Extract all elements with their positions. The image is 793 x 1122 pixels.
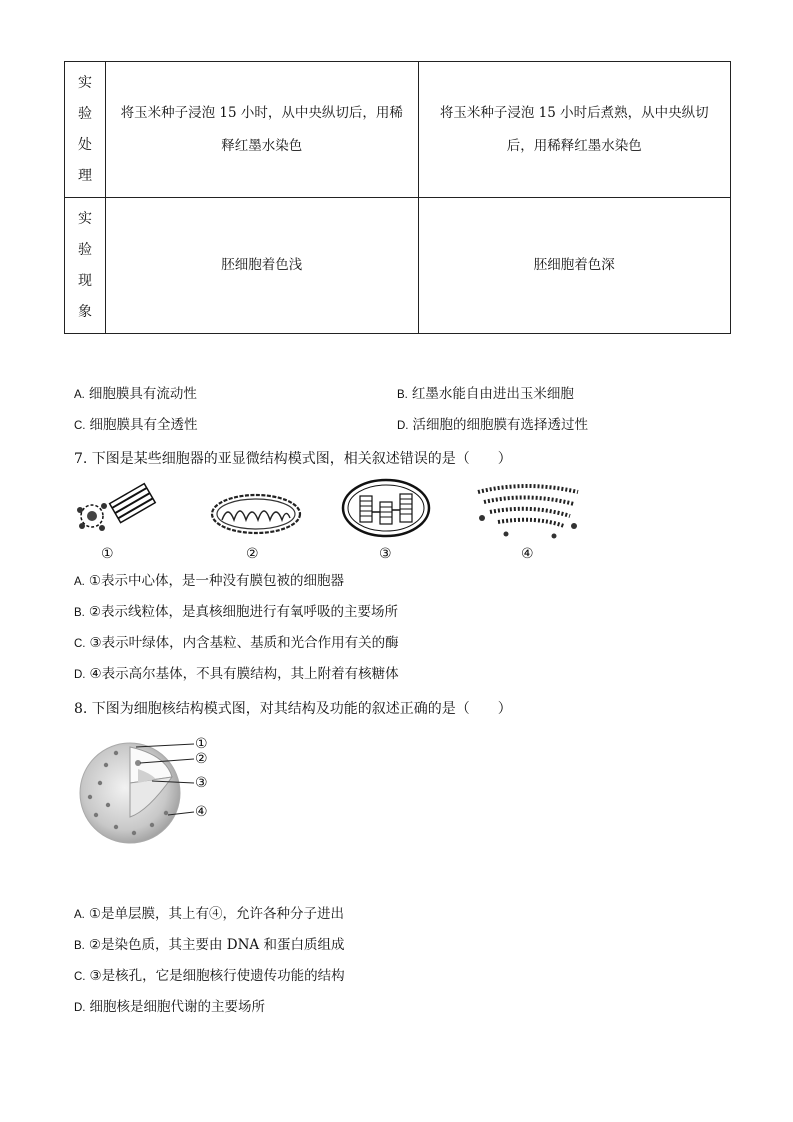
option-label: A. (74, 909, 85, 921)
option-text: ③表示叶绿体，内含基粒、基质和光合作用有关的酶 (89, 635, 399, 651)
q6-option-c[interactable] (74, 413, 198, 433)
q7-stem: 7. 下图是某些细胞器的亚显微结构模式图，相关叙述错误的是（ ） (74, 451, 512, 467)
nucleus-icon (80, 743, 180, 843)
option-text: ①是单层膜，其上有④，允许各种分子进出 (88, 906, 344, 922)
q6-option-a[interactable] (74, 382, 197, 402)
header-char: 实 (78, 74, 92, 91)
header-char: 验 (78, 241, 92, 258)
observation-cell-fresh: 胚细胞着色浅 (106, 198, 419, 334)
q8-option-a[interactable] (74, 902, 344, 922)
option-text: ④表示高尔基体，不具有膜结构，其上附着有核糖体 (89, 666, 399, 682)
q6-option-d[interactable] (397, 413, 588, 433)
figure-label: ③ (379, 546, 392, 562)
figure-label: ④ (195, 804, 208, 820)
q7-option-c[interactable] (74, 631, 399, 651)
figure-label: ④ (521, 546, 534, 562)
option-label: A. (74, 389, 85, 401)
option-text: ③是核孔，它是细胞核行使遗传功能的结构 (89, 968, 345, 984)
header-char: 实 (78, 210, 92, 227)
row-header-observation (65, 198, 106, 334)
figure-label: ① (195, 736, 208, 752)
experiment-table (64, 61, 731, 334)
option-text: 红墨水能自由进出玉米细胞 (411, 386, 574, 402)
option-text: 活细胞的细胞膜有选择透过性 (412, 417, 588, 433)
figure-label: ① (101, 546, 114, 562)
q8-stem: 8. 下图为细胞核结构模式图，对其结构及功能的叙述正确的是（ ） (74, 701, 512, 717)
option-text: ②表示线粒体，是真核细胞进行有氧呼吸的主要场所 (88, 604, 398, 620)
option-label: D. (74, 1002, 86, 1014)
row-header-treatment (65, 62, 106, 198)
option-text: ①表示中心体，是一种没有膜包被的细胞器 (88, 573, 344, 589)
centriole-icon (77, 484, 155, 531)
option-label: D. (397, 420, 409, 432)
header-char: 理 (78, 167, 92, 184)
option-label: C. (74, 638, 86, 650)
figure-label: ③ (195, 775, 208, 791)
option-label: B. (397, 389, 408, 401)
q8-option-b[interactable] (74, 933, 344, 953)
endoplasmic-reticulum-icon (478, 486, 578, 539)
option-text: ②是染色质，其主要由 DNA 和蛋白质组成 (88, 937, 345, 953)
header-char: 象 (78, 303, 92, 320)
option-label: A. (74, 576, 85, 588)
q8-option-c[interactable] (74, 964, 345, 984)
q6-option-b[interactable] (397, 382, 574, 402)
table-row-observation (65, 198, 731, 334)
q7-option-b[interactable] (74, 600, 398, 620)
table-row-treatment (65, 62, 731, 198)
q7-option-d[interactable] (74, 662, 399, 682)
q8-option-d[interactable] (74, 995, 265, 1015)
observation-cell-boiled: 胚细胞着色深 (418, 198, 731, 334)
figure-label: ② (195, 751, 208, 767)
header-char: 验 (78, 105, 92, 122)
option-text: 细胞核是细胞代谢的主要场所 (89, 999, 265, 1015)
option-label: C. (74, 420, 86, 432)
option-text: 细胞膜具有流动性 (88, 386, 197, 402)
header-char: 处 (78, 136, 92, 153)
option-label: B. (74, 940, 85, 952)
figure-label: ② (246, 546, 259, 562)
q7-option-a[interactable] (74, 569, 344, 589)
option-label: D. (74, 669, 86, 681)
option-label: B. (74, 607, 85, 619)
option-label: C. (74, 971, 86, 983)
header-char: 现 (78, 272, 92, 289)
option-text: 细胞膜具有全透性 (89, 417, 198, 433)
treatment-cell-boiled: 将玉米种子浸泡 15 小时后煮熟，从中央纵切后，用稀释红墨水染色 (418, 62, 731, 198)
treatment-cell-fresh: 将玉米种子浸泡 15 小时，从中央纵切后，用稀释红墨水染色 (106, 62, 419, 198)
mitochondrion-icon (212, 495, 300, 533)
chloroplast-icon (343, 480, 429, 536)
